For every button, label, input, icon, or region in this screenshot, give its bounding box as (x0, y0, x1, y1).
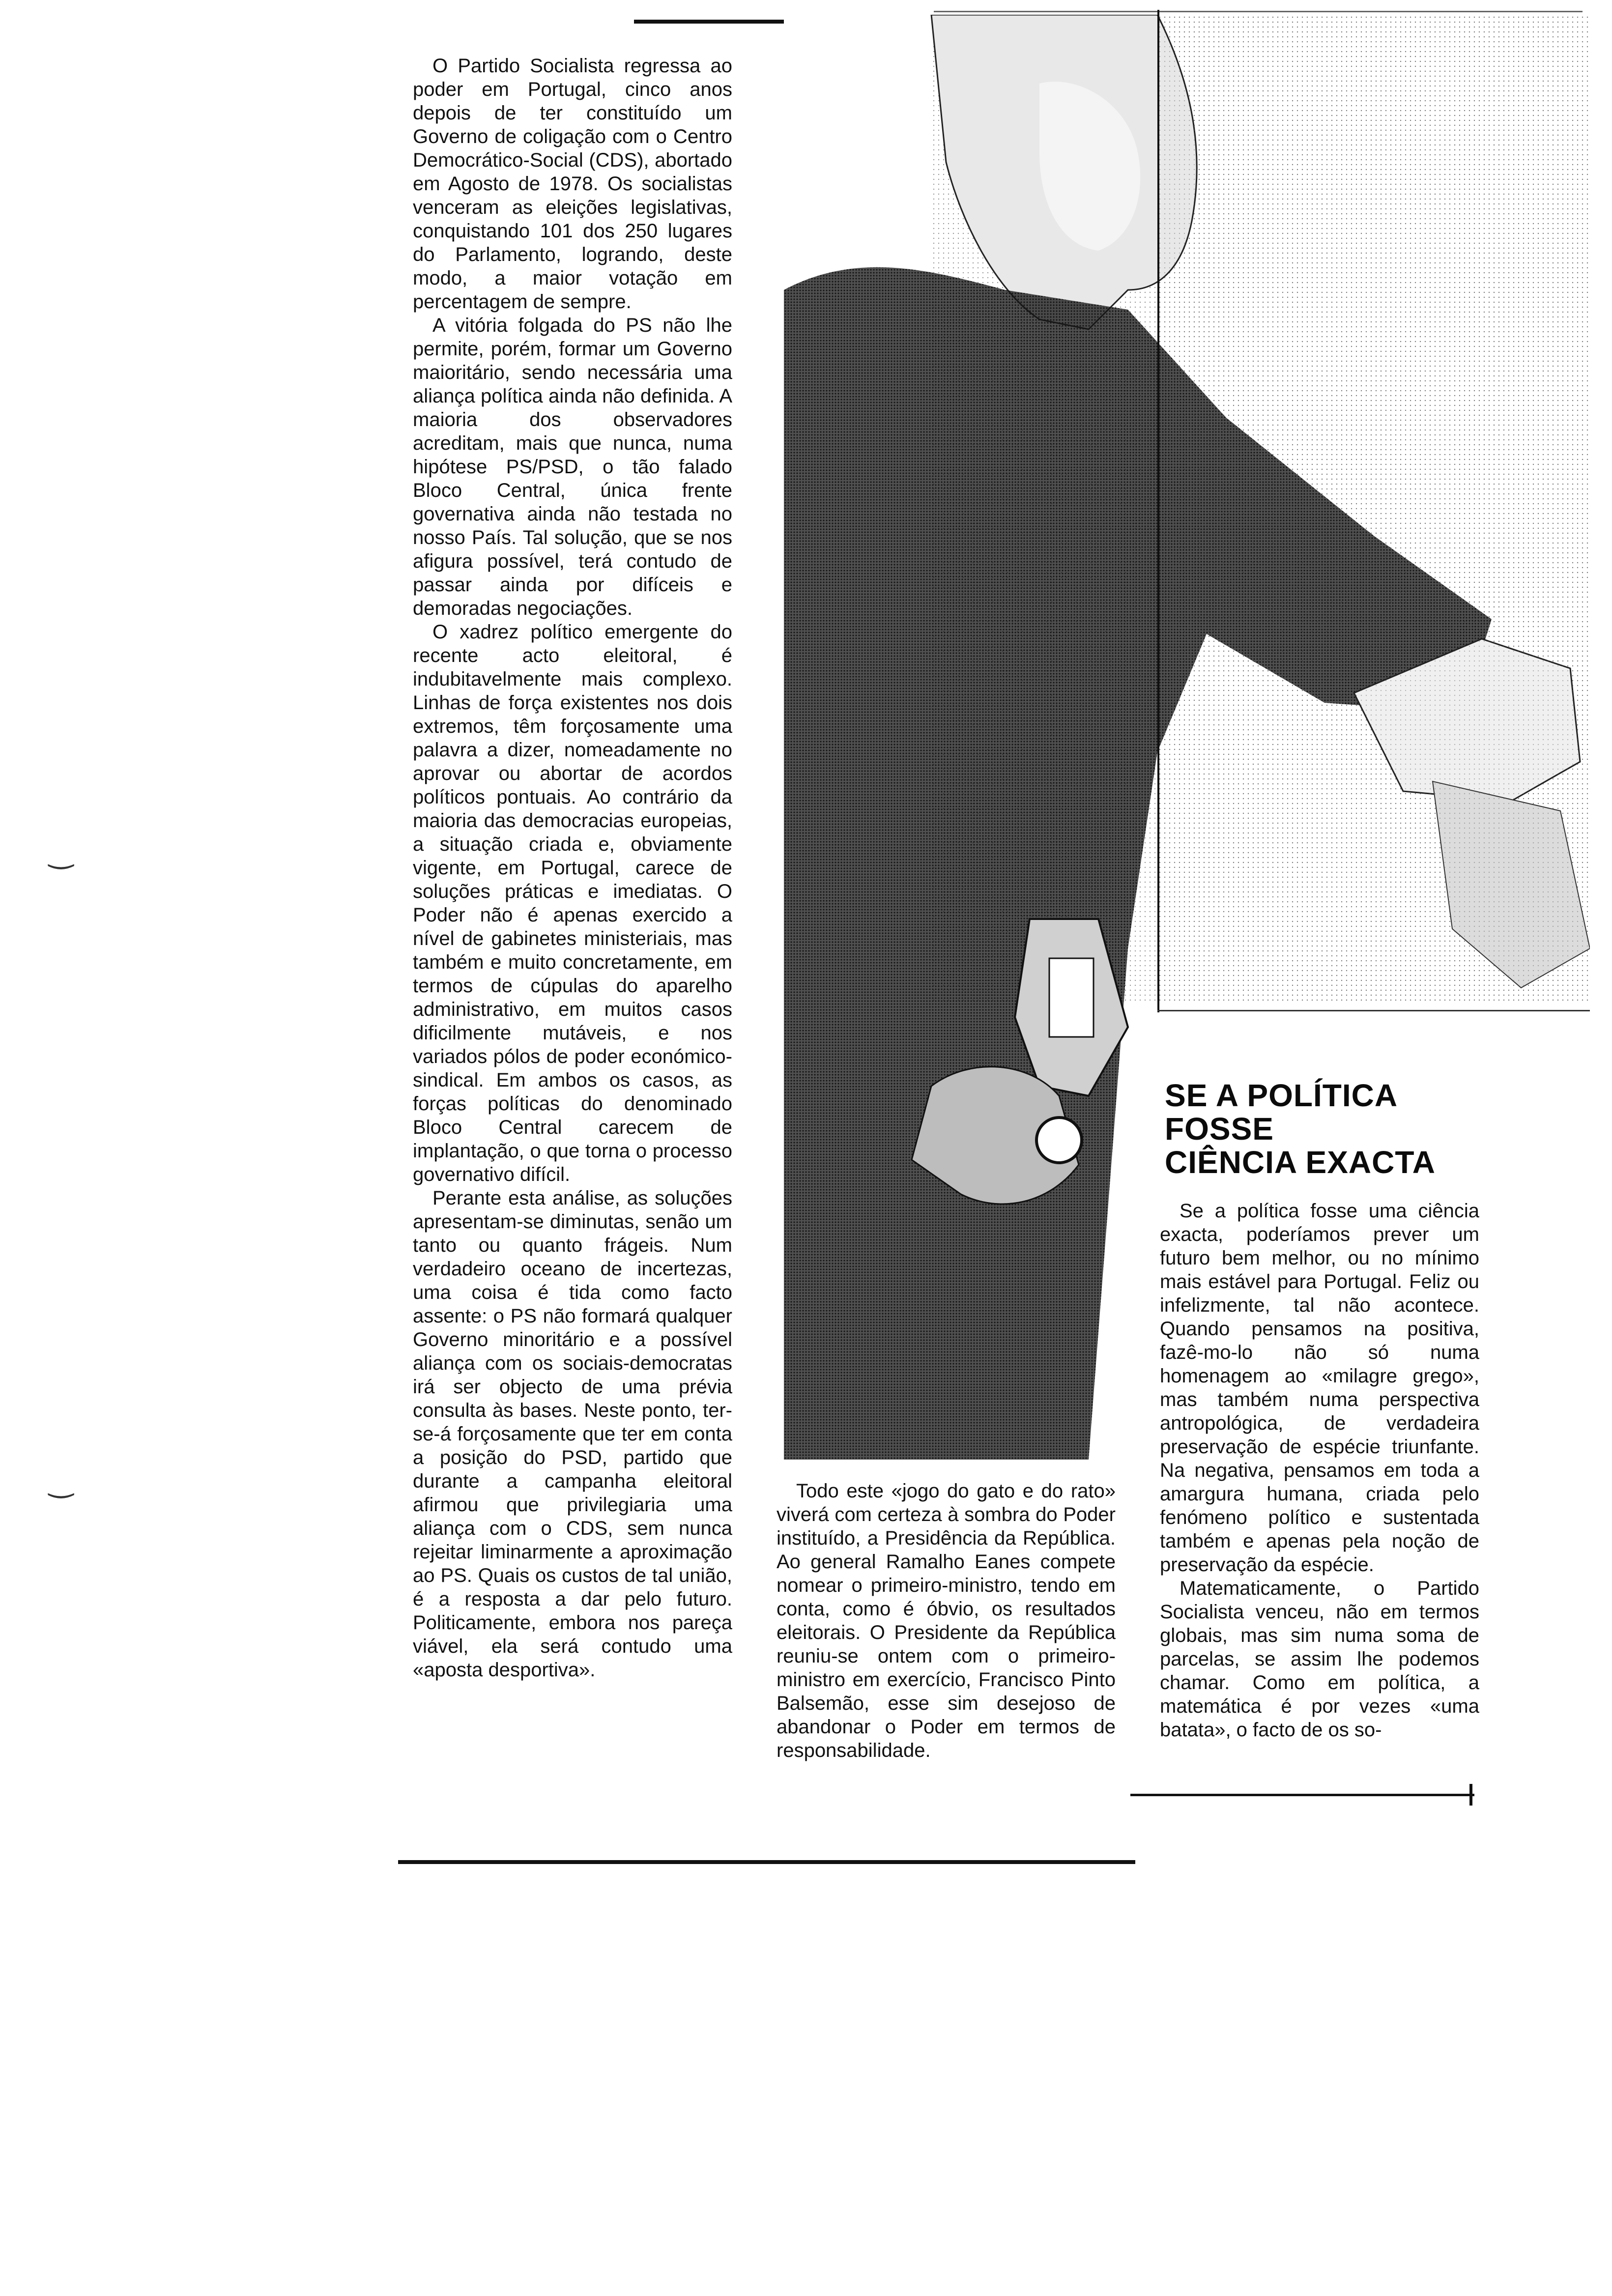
paragraph: Se a política fosse uma ciência exacta, poderíamos prever um futuro bem melhor, ou no mínimo mais estável para Portugal. Feliz ou infelizmente, tal não acontece. Quando pensamos na positiva, fazê-mo-lo não só numa homenagem ao «milagre grego», mas também numa perspectiva antropológica, de verdadeira preservação de espécie triunfante. Na negativa, pensamos em toda a amargura humana, criada pelo fenómeno político e sustentada também e apenas pela noção de preservação da espécie. (1160, 1200, 1479, 1576)
sidebar-headline: SE A POLÍTICA FOSSE CIÊNCIA EXACTA (1165, 1078, 1436, 1180)
article-left-column (413, 54, 732, 1682)
photo-caption (777, 1479, 1116, 1762)
paragraph: O xadrez político emergente do recente acto eleitoral, é indubitavelmente mais complexo. Linhas de força existentes nos dois extremos, têm forçosamente uma palavra a dizer, nomeadamente no aprovar ou abortar de acordos políticos pontuais. Ao contrário da maioria das democracias europeias, a situação criada e, obviamente vigente, em Portugal, carece de soluções práticas e imediatas. O Poder não é apenas exercido a nível de gabinetes ministeriais, mas também e muito concretamente, em termos de cúpulas do aparelho administrativo, em muitos casos dificilmente mutáveis, e nos variados pólos de poder económico-sindical. Em ambos os casos, as forças políticas do denominado Bloco Central carecem de implantação, o que torna o processo governativo difícil. (413, 621, 732, 1185)
bottom-rule-right (1130, 1794, 1474, 1796)
bottom-rule (398, 1860, 1135, 1864)
paragraph: Matematicamente, o Partido Socialista venceu, não em termos globais, mas sim numa soma de parcelas, se assim lhe podemos chamar. Como em política, a matemática é por vezes «uma batata», o facto de os so- (1160, 1578, 1479, 1741)
caption-text: Todo este «jogo do gato e do rato» viverá com certeza à sombra do Poder instituído, a Presidência da República. Ao general Ramalho Eanes compete nomear o primeiro-ministro, tendo em conta, como é óbvio, os resultados eleitorais. O Presidente da República reuniu-se ontem com o primeiro-ministro em exercício, Francisco Pinto Balsemão, esse sim desejoso de abandonar o Poder em termos de responsabilidade. (777, 1480, 1116, 1761)
photo-divider-horizontal (1157, 1010, 1590, 1011)
top-rule-right (934, 11, 1583, 12)
margin-mark: ‿ (49, 1465, 73, 1498)
photo-divider-vertical (1157, 10, 1159, 1012)
margin-mark: ‿ (49, 836, 73, 869)
sidebar-column (1160, 1199, 1479, 1742)
paragraph: Perante esta análise, as soluções apresentam-se diminutas, senão um tanto ou quanto frágeis. Num verdadeiro oceano de incertezas, uma coisa é tida como facto assente: o PS não formará qualquer Governo minoritário e a possível aliança com os sociais-democratas irá ser objecto de uma prévia consulta às bases. Neste ponto, ter-se-á forçosamente que ter em conta a posição do PSD, partido que durante a campanha eleitoral afirmou que privilegiaria uma aliança com o CDS, sem nunca rejeitar liminarmente a aproximação ao PS. Quais os custos de tal união, é a resposta a dar pelo futuro. Politicamente, embora nos pareça viável, ela será contudo uma «aposta desportiva». (413, 1187, 732, 1681)
paragraph: O Partido Socialista regressa ao poder em Portugal, cinco anos depois de ter constituído um Governo de coligação com o Centro Democrático-Social (CDS), abortado em Agosto de 1978. Os socialistas venceram as eleições legislativas, conquistando 101 dos 250 lugares do Parlamento, logrando, deste modo, a maior votação em percentagem de sempre. (413, 55, 732, 313)
paragraph: A vitória folgada do PS não lhe permite, porém, formar um Governo maioritário, sendo necessária uma aliança política ainda não definida. A maioria dos observadores acreditam, mais que nunca, numa hipótese PS/PSD, o tão falado Bloco Central, única frente governativa ainda não testada no nosso País. Tal solução, que se nos afigura possível, terá contudo de passar ainda por difíceis e demoradas negociações. (413, 315, 732, 619)
bottom-rule-tick (1469, 1784, 1472, 1806)
